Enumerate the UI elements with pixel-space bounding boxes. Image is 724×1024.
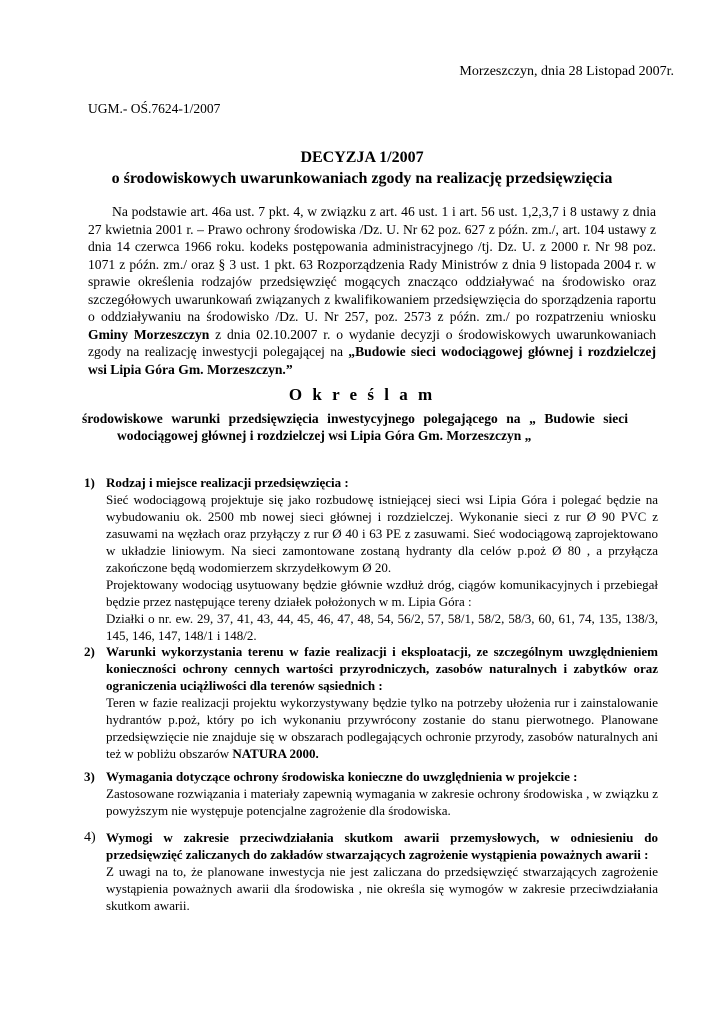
- reference-number: UGM.- OŚ.7624-1/2007: [88, 101, 221, 116]
- legal-basis-text-continued: z dnia 02.10.2007 r. o wydanie decyzji o środowiskowych uwarunkowaniach zgody na realizację inwestycji polegającej na: [88, 326, 656, 359]
- section-number: 1): [84, 475, 95, 490]
- legal-basis-paragraph: [88, 203, 656, 378]
- section-2: [84, 643, 658, 762]
- section-paragraph: [106, 694, 658, 762]
- section-body: [106, 863, 658, 914]
- section-heading: Warunki wykorzystania terenu w fazie realizacji i eksploatacji, ze szczególnym uwzględnieniem konieczności ochrony cennych wartości przyrodniczych, zasobów naturalnych i zabytków oraz ograniczenia uciążliwości dla terenów sąsiednich :: [106, 644, 658, 693]
- section-paragraph: Zastosowane rozwiązania i materiały zapewnią wymagania w zakresie ochrony środowiska , w związku z powyższym nie występuje potencjalne zagrożenie dla środowiska.: [106, 786, 658, 818]
- determination-line-2: wodociągowej głównej i rozdzielczej wsi Lipia Góra Gm. Morzeszczyn „: [117, 428, 532, 443]
- section-body: [106, 491, 658, 644]
- section-paragraph: Projektowany wodociąg usytuowany będzie głównie wzdłuż dróg, ciągów komunikacyjnych i przebiegał będzie przez następujące tereny działek położonych w m. Lipia Góra :: [106, 577, 658, 609]
- decision-title: DECYZJA 1/2007: [300, 149, 424, 166]
- section-heading: Wymagania dotyczące ochrony środowiska konieczne do uwzględnienia w projekcie :: [106, 769, 578, 784]
- determination-subject: [82, 410, 628, 444]
- determination-line-1: środowiskowe warunki przedsięwzięcia inwestycyjnego polegającego na „ Budowie sieci: [82, 411, 628, 426]
- section-paragraph: Sieć wodociągową projektuje się jako rozbudowę istniejącej sieci wsi Lipia Góra i polegać będzie na wybudowaniu ok. 2500 mb nowej sieci głównej i rozdzielczej. Wykonanie sieci z rur Ø 90 PVC z zasuwami na węzłach oraz przyłączy z rur Ø 40 i 63 PE z zasuwami. Sieć wodociągową zaprojektowano w układzie liniowym. Na sieci zamontowane zostaną hydranty dla celów p.poż Ø 80 , a przyłącza zakończone będą wodomierzem skrzydełkowym Ø 20.: [106, 492, 658, 575]
- section-heading: Rodzaj i miejsce realizacji przedsięwzięcia :: [106, 475, 349, 490]
- section-body: [106, 694, 658, 762]
- section-4: [84, 829, 658, 914]
- place-date: Morzeszczyn, dnia 28 Listopad 2007r.: [459, 64, 674, 79]
- section-paragraph: Działki o nr. ew. 29, 37, 41, 43, 44, 45, 46, 47, 48, 54, 56/2, 57, 58/1, 58/2, 58/3, 60, 61, 74, 135, 138/3, 145, 146, 147, 148/1 i 148/2.: [106, 611, 658, 643]
- section-heading: Wymogi w zakresie przeciwdziałania skutkom awarii przemysłowych, w odniesieniu do przedsięwzięć zaliczanych do zakładów stwarzających zagrożenie wystąpienia poważnych awarii :: [106, 830, 658, 862]
- section-number: 4): [84, 830, 96, 845]
- natura-2000-label: NATURA 2000.: [232, 746, 319, 761]
- section-number: 2): [84, 644, 95, 659]
- section-body: [106, 785, 658, 819]
- determination-heading: O k r e ś l a m: [288, 385, 436, 404]
- investment-name: „Budowie sieci wodociągowej głównej i rozdzielczej wsi Lipia Góra Gm. Morzeszczyn.”: [88, 344, 656, 377]
- section-1: [84, 474, 658, 644]
- section-paragraph-text: Teren w fazie realizacji projektu wykorzystywany będzie tylko na potrzeby ułożenia rur i zainstalowanie hydrantów p.poż, który po ich wykonaniu przywrócony zostanie do stanu pierwotnego. Planowane przedsięwzięcie nie znajduje się w obszarach podlegających ochronie przyrody, zasobów naturalnych ani też w pobliżu obszarów: [106, 695, 658, 761]
- decision-subtitle: o środowiskowych uwarunkowaniach zgody na realizację przedsięwzięcia: [111, 170, 613, 187]
- section-number: 3): [84, 769, 95, 784]
- legal-basis-text: Na podstawie art. 46a ust. 7 pkt. 4, w związku z art. 46 ust. 1 i art. 56 ust. 1,2,3,7 i 8 ustawy z dnia 27 kwietnia 2001 r. – Prawo ochrony środowiska /Dz. U. Nr 62 poz. 627 z późn. zm./, art. 104 ustawy z dnia 14 czerwca 1966 roku. kodeks postępowania administracyjnego /tj. Dz. U. z 2000 r. Nr 98 poz. 1071 z późn. zm./ oraz § 3 ust. 1 pkt. 63 Rozporządzenia Rady Ministrów z dnia 9 listopada 2004 r. w sprawie określenia rodzajów przedsięwzięć mogących znacząco oddziaływać na środowisko oraz szczegółowych uwarunkowań związanych z kwalifikowaniem przedsięwzięcia do sporządzenia raportu o oddziaływaniu na środowisko /Dz. U. Nr 257, poz. 2573 z późn. zm./ po rozpatrzeniu wniosku: [88, 204, 656, 324]
- section-3: [84, 768, 658, 819]
- applicant-name: Gminy Morzeszczyn: [88, 326, 210, 342]
- section-paragraph: Z uwagi na to, że planowane inwestycja nie jest zaliczana do przedsięwzięć stwarzających zagrożenie wystąpienia poważnych awarii dla środowiska , nie określa się wymogów w zakresie przeciwdziałania skutkom awarii.: [106, 864, 658, 913]
